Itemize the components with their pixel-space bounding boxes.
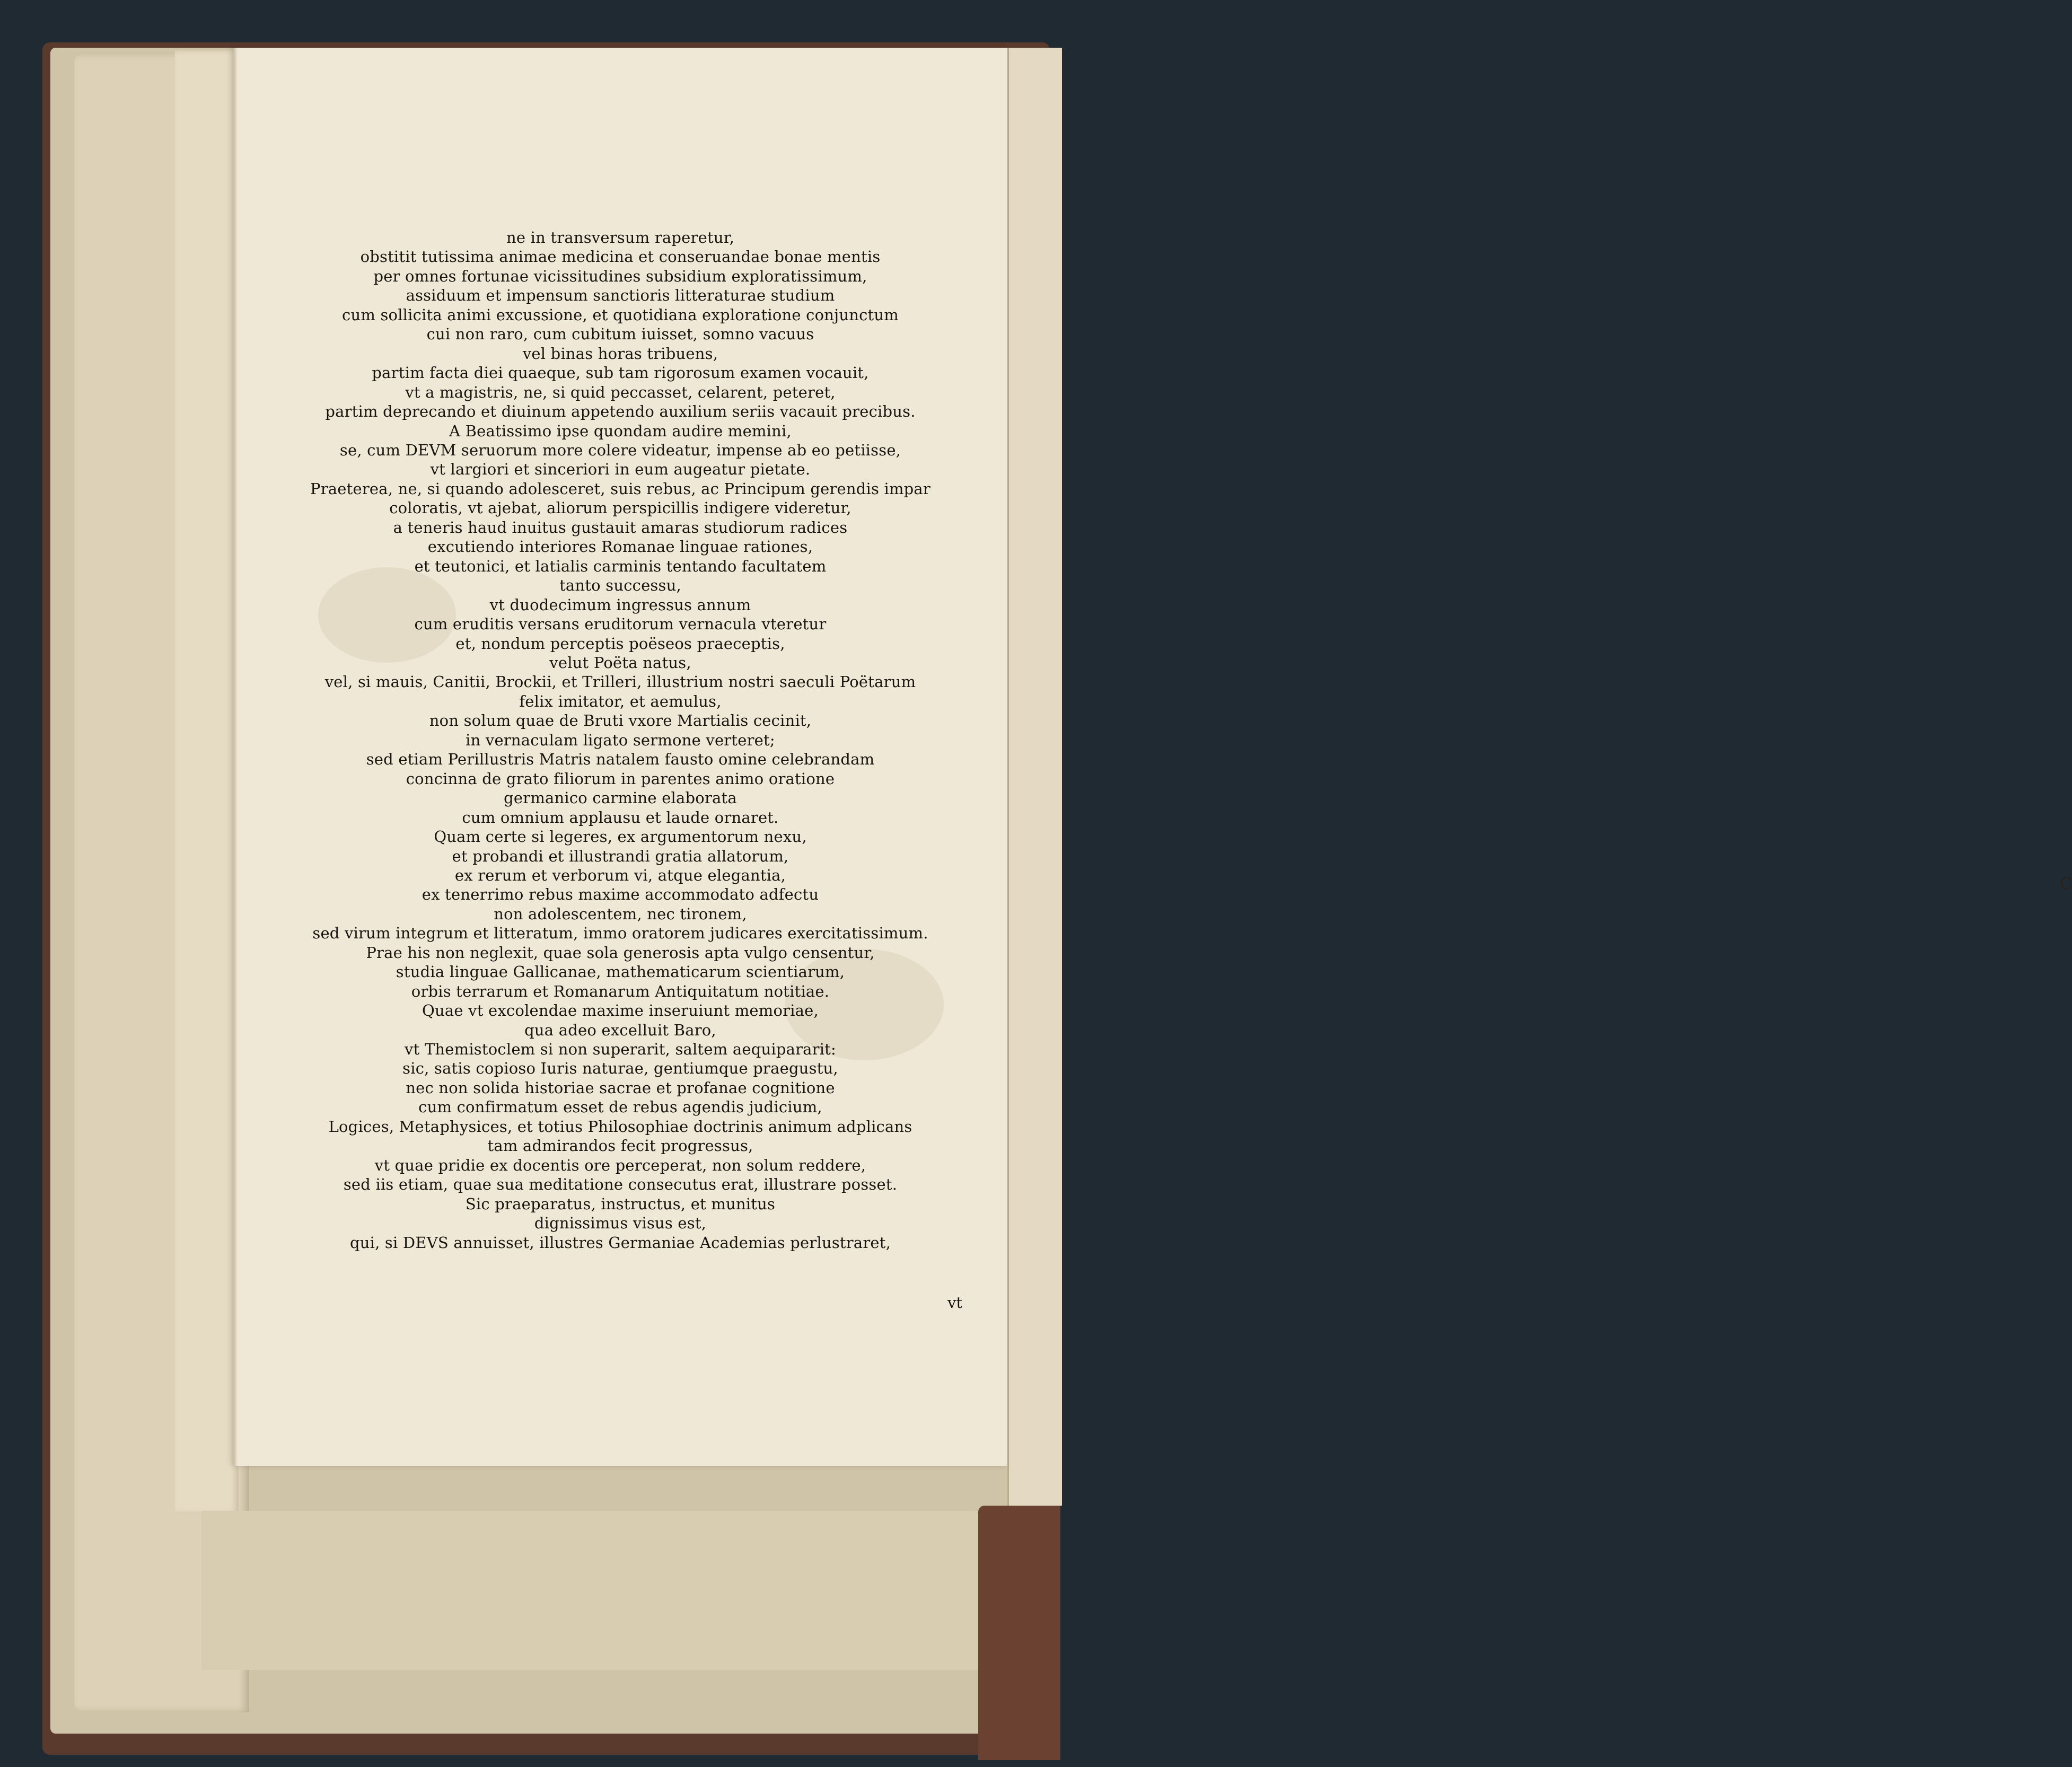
text-line: Praeterea, ne, si quando adolesceret, suis rebus, ac Principum gerendis impar (310, 479, 930, 498)
body-text (233, 228, 1007, 1252)
text-line: ex rerum et verborum vi, atque elegantia, (454, 866, 786, 884)
facing-page-letter: C (2060, 875, 2072, 893)
text-line: Quae vt excolendae maxime inseruiunt memoriae, (422, 1001, 819, 1020)
inner-leaf-edge (175, 50, 239, 1514)
text-line: Sic praeparatus, instructus, et munitus (465, 1194, 776, 1213)
text-line: et teutonici, et latialis carminis tentando facultatem (414, 557, 827, 575)
printed-page (233, 48, 1007, 1466)
text-line: velut Poëta natus, (549, 653, 691, 672)
text-line: excutiendo interiores Romanae linguae rationes, (427, 538, 813, 556)
text-line: dignissimus visus est, (534, 1214, 707, 1233)
leather-binding-corner (978, 1506, 1060, 1760)
text-line: vt duodecimum ingressus annum (489, 595, 751, 614)
facing-page-edge (1007, 48, 2072, 1506)
text-line: ex tenerrimo rebus maxime accommodato adfectu (422, 885, 819, 904)
text-line: qui, si DEVS annuisset, illustres Germaniae Academias perlustraret, (349, 1233, 891, 1252)
text-line: se, cum DEVM seruorum more colere videatur, impense ab eo petiisse, (339, 441, 901, 459)
text-line: obstitit tutissima animae medicina et conseruandae bonae mentis (360, 248, 881, 266)
text-line: vel, si mauis, Canitii, Brockii, et Trilleri, illustrium nostri saeculi Poëtarum (324, 673, 916, 691)
text-line: studia linguae Gallicanae, mathematicarum scientiarum, (396, 963, 845, 981)
text-line: cum sollicita animi excussione, et quotidiana exploratione conjunctum (342, 305, 899, 324)
bottom-leaf-strip (201, 1511, 986, 1670)
text-line: sed etiam Perillustris Matris natalem fausto omine celebrandam (366, 750, 875, 769)
text-line: non solum quae de Bruti vxore Martialis cecinit, (429, 711, 812, 730)
text-line: vt quae pridie ex docentis ore perceperat, non solum reddere, (374, 1156, 866, 1174)
text-line: sed virum integrum et litteratum, immo oratorem judicares exercitatissimum. (312, 924, 928, 943)
text-line: Logices, Metaphysices, et totius Philosophiae doctrinis animum adplicans (328, 1117, 912, 1136)
text-line: qua adeo excelluit Baro, (524, 1021, 716, 1039)
text-line: cui non raro, cum cubitum iuisset, somno vacuus (426, 325, 814, 344)
text-line: Quam certe si legeres, ex argumentorum nexu, (434, 828, 807, 846)
text-line: vel binas horas tribuens, (522, 344, 718, 363)
text-line: cum omnium applausu et laude ornaret. (462, 808, 779, 827)
text-line: coloratis, vt ajebat, aliorum perspicillis indigere videretur, (389, 499, 851, 517)
text-line: orbis terrarum et Romanarum Antiquitatum notitiae. (411, 982, 830, 1000)
text-line: non adolescentem, nec tironem, (494, 904, 747, 923)
text-line: Prae his non neglexit, quae sola generosis apta vulgo censentur, (366, 943, 875, 962)
catchword: vt (947, 1294, 962, 1312)
text-line: cum confirmatum esset de rebus agendis judicium, (418, 1098, 822, 1117)
text-line: sic, satis copioso Iuris naturae, gentiumque praegustu, (402, 1059, 838, 1078)
text-line: vt a magistris, ne, si quid peccasset, celarent, peteret, (405, 383, 836, 401)
text-line: nec non solida historiae sacrae et profanae cognitione (406, 1078, 835, 1097)
text-line: sed iis etiam, quae sua meditatione consecutus erat, illustrare posset. (343, 1175, 898, 1194)
text-line: partim deprecando et diuinum appetendo auxilium seriis vacauit precibus. (325, 402, 916, 421)
text-line: tam admirandos fecit progressus, (487, 1137, 753, 1155)
text-line: assiduum et impensum sanctioris litteraturae studium (406, 286, 835, 305)
text-line: felix imitator, et aemulus, (519, 692, 722, 710)
text-line: et, nondum perceptis poëseos praeceptis, (455, 634, 785, 653)
text-line: ne in transversum raperetur, (506, 228, 734, 247)
text-line: germanico carmine elaborata (504, 789, 737, 807)
text-line: A Beatissimo ipse quondam audire memini, (449, 421, 792, 440)
text-line: cum eruditis versans eruditorum vernacula vteretur (414, 615, 827, 634)
text-line: tanto successu, (559, 576, 681, 595)
text-line: vt Themistoclem si non superarit, saltem aequipararit: (405, 1040, 836, 1059)
text-line: a teneris haud inuitus gustauit amaras studiorum radices (393, 518, 848, 537)
text-line: vt largiori et sinceriori in eum augeatur pietate. (430, 460, 811, 479)
text-line: per omnes fortunae vicissitudines subsidium exploratissimum, (373, 267, 867, 285)
text-line: partim facta diei quaeque, sub tam rigorosum examen vocauit, (372, 364, 869, 382)
text-line: et probandi et illustrandi gratia allatorum, (452, 847, 789, 865)
text-line: in vernaculam ligato sermone verteret; (466, 731, 775, 749)
text-line: concinna de grato filiorum in parentes animo oratione (406, 769, 835, 788)
